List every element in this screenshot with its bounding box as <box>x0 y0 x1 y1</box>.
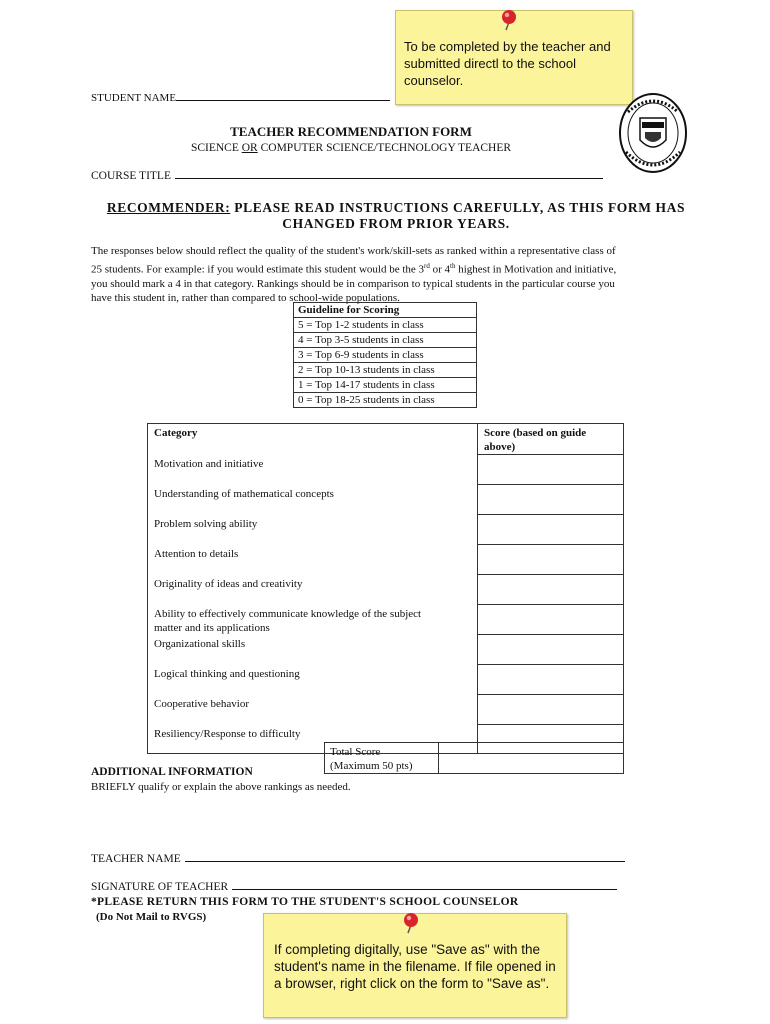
signature-label: SIGNATURE OF TEACHER <box>91 881 229 893</box>
category-row: Originality of ideas and creativity <box>148 575 478 605</box>
instructions-line3: you should mark a 4 in that category. Rankings should be in comparison to typical students in the particular course you <box>91 277 615 290</box>
course-title-label: COURSE TITLE <box>91 170 171 182</box>
total-score-max: (Maximum 50 pts) <box>330 760 413 772</box>
sticky-note-top <box>395 10 633 105</box>
category-row: Resiliency/Response to difficulty <box>148 725 478 754</box>
instructions-line2: 25 students. For example: if you would estimate this student would be the 3rd or 4th highest in Motivation and initiative, <box>91 261 617 276</box>
guideline-row: 3 = Top 6-9 students in class <box>294 348 477 363</box>
score-header: Score (based on guide above) <box>478 424 624 455</box>
score-cell[interactable] <box>478 695 624 725</box>
score-cell[interactable] <box>478 665 624 695</box>
additional-info-title: ADDITIONAL INFORMATION <box>91 766 253 778</box>
subtitle-pre: SCIENCE <box>190 142 242 154</box>
total-score-label-box <box>324 742 439 774</box>
recommender-notice <box>0 200 770 232</box>
sticky-note-top-text: To be completed by the teacher and submitted directl to the school counselor. <box>404 39 611 88</box>
do-not-mail-note: (Do Not Mail to RVGS) <box>96 911 207 923</box>
guideline-row: 0 = Top 18-25 students in class <box>294 393 477 408</box>
category-row: Problem solving ability <box>148 515 478 545</box>
recommender-text-line2: CHANGED FROM PRIOR YEARS. <box>282 216 510 231</box>
category-row: Attention to details <box>148 545 478 575</box>
score-cell[interactable] <box>478 635 624 665</box>
category-row: Organizational skills <box>148 635 478 665</box>
guideline-row: 1 = Top 14-17 students in class <box>294 378 477 393</box>
guideline-header: Guideline for Scoring <box>294 303 477 318</box>
teacher-name-line <box>91 853 625 865</box>
signature-line <box>91 881 617 893</box>
instructions-line4: have this student in, rather than compared to school-wide populations. <box>91 292 400 305</box>
category-row: Understanding of mathematical concepts <box>148 485 478 515</box>
category-row: Ability to effectively communicate knowledge of the subject matter and its applications <box>148 605 478 635</box>
score-cell[interactable] <box>478 515 624 545</box>
signature-field[interactable] <box>232 889 617 890</box>
subtitle-post: COMPUTER SCIENCE/TECHNOLOGY TEACHER <box>257 142 512 154</box>
student-name-field[interactable] <box>176 100 390 101</box>
form-title: TEACHER RECOMMENDATION FORM <box>230 124 472 139</box>
total-score-label: Total Score <box>330 746 381 758</box>
return-note: *PLEASE RETURN THIS FORM TO THE STUDENT'S SCHOOL COUNSELOR <box>91 896 519 908</box>
recommender-text-line1: PLEASE READ INSTRUCTIONS CAREFULLY, AS THIS FORM HAS <box>230 200 686 215</box>
sticky-note-bottom <box>263 913 567 1018</box>
course-title-field[interactable] <box>175 178 603 179</box>
category-row: Motivation and initiative <box>148 455 478 485</box>
total-score-field[interactable] <box>439 742 624 774</box>
category-row: Logical thinking and questioning <box>148 665 478 695</box>
course-title-line <box>91 170 603 182</box>
guideline-row: 5 = Top 1-2 students in class <box>294 318 477 333</box>
instructions-paragraph <box>91 244 691 306</box>
score-cell[interactable] <box>478 485 624 515</box>
score-cell[interactable] <box>478 455 624 485</box>
category-table <box>147 423 624 754</box>
subtitle-or: OR <box>241 142 258 154</box>
guideline-table <box>293 302 477 408</box>
teacher-name-field[interactable] <box>185 861 625 862</box>
category-row: Cooperative behavior <box>148 695 478 725</box>
recommender-label: RECOMMENDER: <box>106 200 231 215</box>
instructions-line1: The responses below should reflect the quality of the student's work/skill-sets as ranked within a representative class of <box>91 245 616 257</box>
teacher-name-label: TEACHER NAME <box>91 853 181 865</box>
additional-info-text: BRIEFLY qualify or explain the above rankings as needed. <box>91 781 351 793</box>
score-cell[interactable] <box>478 605 624 635</box>
guideline-row: 2 = Top 10-13 students in class <box>294 363 477 378</box>
category-header: Category <box>148 424 478 455</box>
form-subtitle <box>0 142 702 154</box>
guideline-row: 4 = Top 3-5 students in class <box>294 333 477 348</box>
student-name-label: STUDENT NAME <box>91 92 177 104</box>
student-name-line <box>91 92 390 104</box>
pushpin-icon <box>500 9 518 31</box>
score-cell[interactable] <box>478 575 624 605</box>
pushpin-icon <box>402 912 420 934</box>
score-cell[interactable] <box>478 545 624 575</box>
sticky-note-bottom-text: If completing digitally, use "Save as" with the student's name in the filename. If file opened in a browser, right click on the form to "Save as". <box>274 942 556 991</box>
